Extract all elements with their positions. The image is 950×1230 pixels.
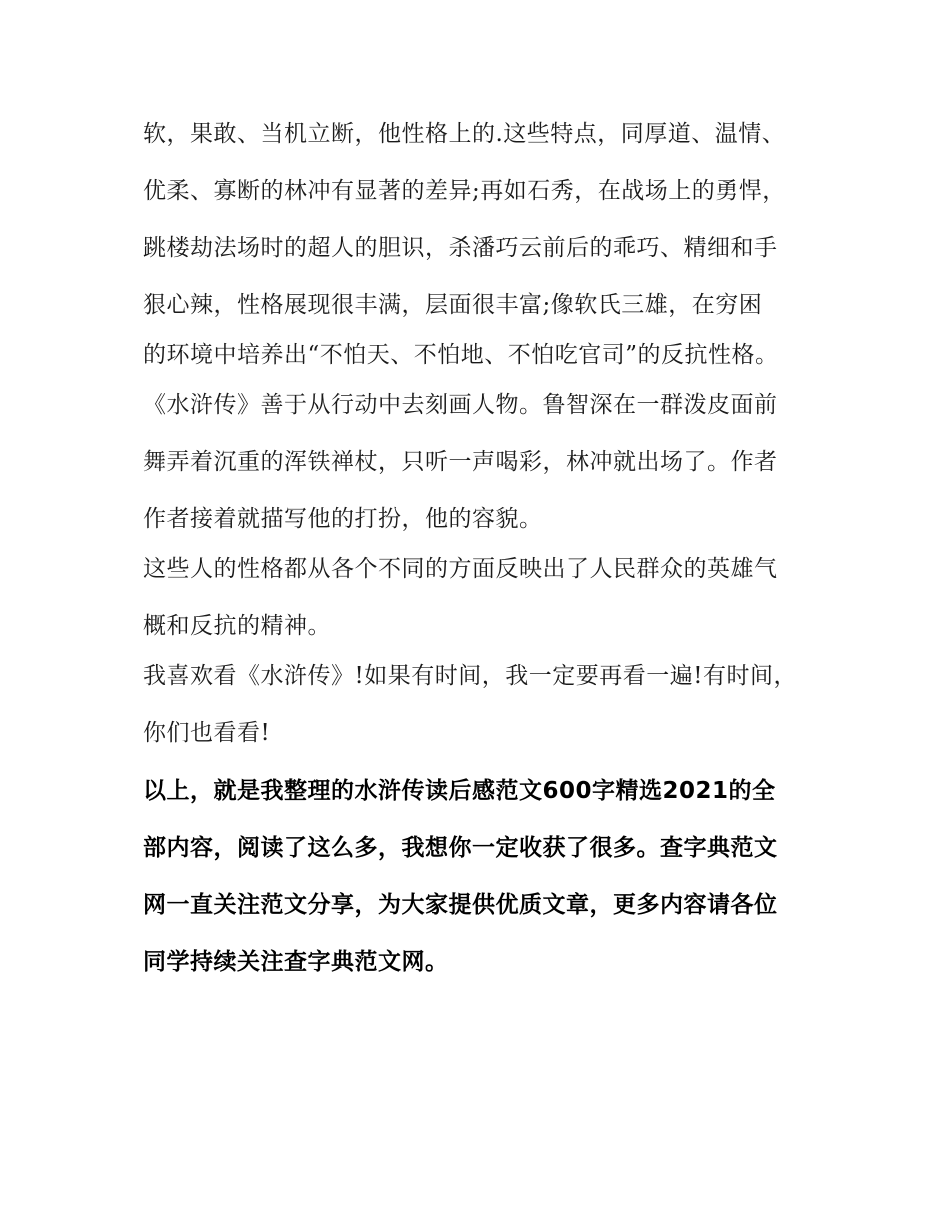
body-line: 我喜欢看《水浒传》!如果有时间，我一定要再看一遍!有时间， (143, 663, 797, 689)
closing-line: 网一直关注范文分享，为大家提供优质文章，更多内容请各位 (143, 892, 778, 918)
body-line: 作者接着就描写他的打扮，他的容貌。 (143, 506, 543, 532)
body-line: 概和反抗的精神。 (143, 613, 331, 639)
closing-line: 同学持续关注查字典范文网。 (143, 949, 449, 975)
body-line: 软，果敢、当机立断，他性格上的.这些特点，同厚道、温情、 (143, 121, 786, 147)
body-line: 你们也看看! (143, 720, 271, 746)
body-line: 《水浒传》善于从行动中去刻画人物。鲁智深在一群泼皮面前 (143, 392, 778, 418)
body-line: 跳楼劫法场时的超人的胆识，杀潘巧云前后的乖巧、精细和手 (143, 235, 778, 261)
body-line: 优柔、寡断的林冲有显著的差异;再如石秀，在战场上的勇悍， (143, 178, 786, 204)
document-body (143, 112, 843, 989)
body-line: 的环境中培养出“不怕天、不怕地、不怕吃官司”的反抗性格。 (143, 342, 779, 368)
closing-line: 以上，就是我整理的水浒传读后感范文600字精选2021的全 (143, 778, 776, 804)
closing-paragraph (143, 764, 843, 989)
closing-line: 部内容，阅读了这么多，我想你一定收获了很多。查字典范文 (143, 835, 778, 861)
body-line: 这些人的性格都从各个不同的方面反映出了人民群众的英雄气 (143, 556, 778, 582)
body-line: 狠心辣，性格展现很丰满，层面很丰富;像软氏三雄，在穷困 (143, 292, 763, 318)
body-line: 舞弄着沉重的浑铁禅杖，只听一声喝彩，林冲就出场了。作者 (143, 449, 778, 475)
